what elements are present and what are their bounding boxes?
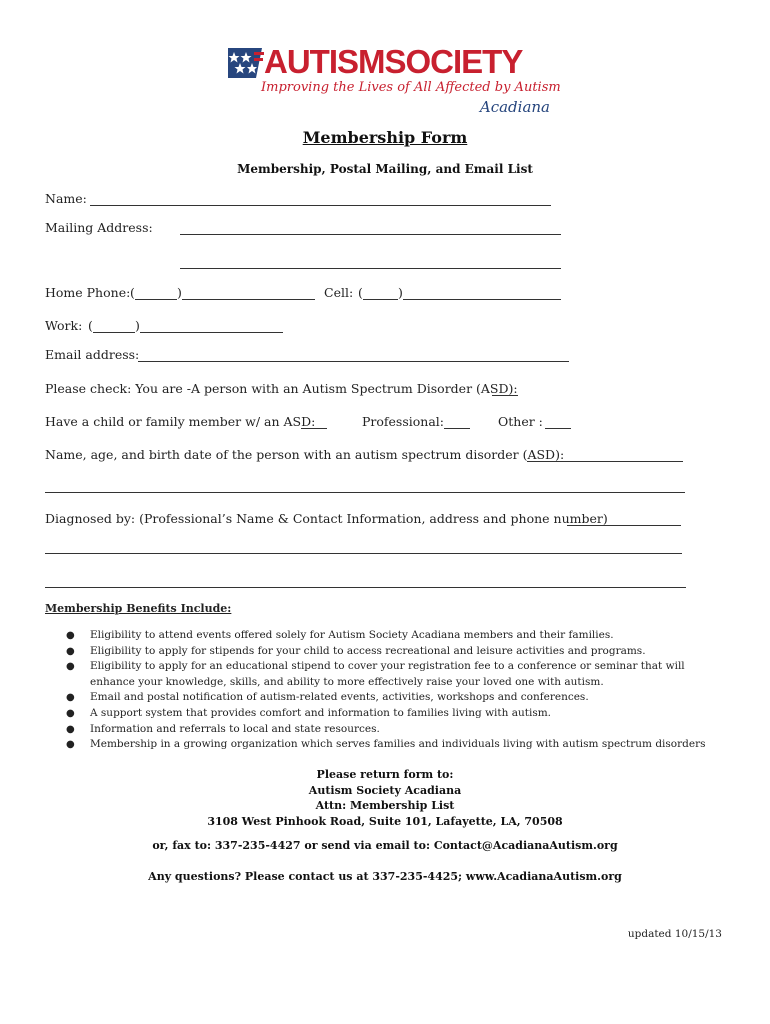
child-family-check-field[interactable] [301,428,327,429]
cell-area-close-paren: ) [398,285,403,300]
logo-tagline: Improving the Lives of All Affected by Autism [261,80,561,95]
bullet-icon: ● [66,707,75,719]
diagnosed-by-field-line-2[interactable] [45,553,682,554]
mailing-address-field-line-1[interactable] [180,234,561,235]
home-phone-area-open-paren: ( [130,285,135,300]
work-area-open-paren: ( [88,318,93,333]
child-family-label: Have a child or family member w/ an ASD: [45,414,316,429]
professional-label: Professional: [362,414,445,429]
asd-person-details-field[interactable] [527,461,683,462]
updated-date: updated 10/15/13 [627,928,722,940]
return-attention: Attn: Membership List [315,799,455,812]
diagnosed-by-field[interactable] [567,525,681,526]
mailing-address-field-line-2[interactable] [180,268,561,269]
list-item: ● Eligibility to attend events offered solely for Autism Society Acadiana members and their families. [45,628,725,644]
work-area-code-field[interactable] [93,332,135,333]
list-item: ● Eligibility to apply for an educational stipend to cover your registration fee to a conference or seminar that will enhance your knowledge, skills, and ability to more effectively raise your loved one with autism. [66,660,685,688]
bullet-icon: ● [66,692,75,704]
asd-person-details-label: Name, age, and birth date of the person with an autism spectrum disorder (ASD): [45,447,565,462]
return-organization: Autism Society Acadiana [308,783,462,797]
home-phone-area-close-paren: ) [177,285,182,300]
benefits-heading: Membership Benefits Include: [45,602,232,615]
professional-check-field[interactable] [444,428,470,429]
page-title: Membership Form [302,128,468,147]
work-area-close-paren: ) [135,318,140,333]
home-phone-area-code-field[interactable] [135,299,177,300]
other-check-field[interactable] [545,428,571,429]
mailing-address-label: Mailing Address: [45,220,153,235]
cell-number-field[interactable] [403,299,561,300]
return-street-address: 3108 West Pinhook Road, Suite 101, Lafayette, LA, 70508 [207,814,563,828]
bullet-icon: ● [66,661,75,673]
bullet-icon: ● [66,739,75,751]
diagnosed-by-field-line-3[interactable] [45,587,686,588]
list-item: ● A support system that provides comfort and information to families living with autism. [45,706,725,722]
email-field[interactable] [138,361,569,362]
return-heading: Please return form to: [316,768,454,781]
list-item: ● Eligibility to apply for stipends for your child to access recreational and leisure activities and programs. [45,644,725,660]
list-item: ● Email and postal notification of autism-related events, activities, workshops and conferences. [45,690,725,706]
asd-person-check-field[interactable] [492,395,518,396]
flag-star-icon [228,48,264,78]
return-address-block [0,767,770,829]
list-item: ● Information and referrals to local and state resources. [45,722,725,738]
cell-area-code-field[interactable] [363,299,398,300]
autism-society-logo [228,43,561,120]
page-subtitle: Membership, Postal Mailing, and Email List [237,162,533,176]
diagnosed-by-label: Diagnosed by: (Professional’s Name & Contact Information, address and phone number) [45,511,608,526]
work-label: Work: [45,318,83,333]
home-phone-label: Home Phone: [45,285,131,300]
cell-area-open-paren: ( [358,285,363,300]
asd-person-check-label: Please check: You are -A person with an Autism Spectrum Disorder (ASD): [45,381,518,396]
benefits-list [45,628,725,753]
questions-contact-line: Any questions? Please contact us at 337-235-4425; www.AcadianaAutism.org [148,870,622,883]
fax-email-line: or, fax to: 337-235-4427 or send via email to: Contact@AcadianaAutism.org [152,839,618,852]
work-number-field[interactable] [140,332,283,333]
asd-person-details-field-line-2[interactable] [45,492,685,493]
logo-wordmark: AUTISMSOCIETY [264,43,523,80]
home-phone-number-field[interactable] [182,299,315,300]
logo-region: Acadiana [479,98,550,116]
bullet-icon: ● [66,723,75,735]
other-label: Other : [498,414,543,429]
bullet-icon: ● [66,645,75,657]
bullet-icon: ● [66,630,75,641]
list-item: ● Membership in a growing organization which serves families and individuals living with autism spectrum disorders [45,737,725,753]
name-field[interactable] [90,205,551,206]
name-label: Name: [45,191,87,206]
email-label: Email address: [45,347,140,362]
cell-label: Cell: [324,285,354,300]
